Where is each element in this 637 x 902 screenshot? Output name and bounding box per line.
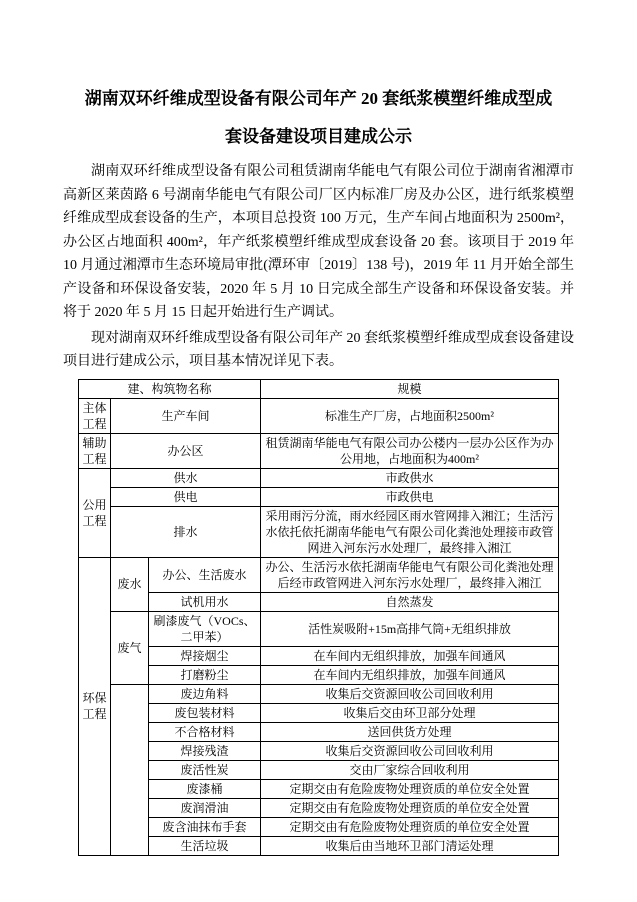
value-cell: 定期交由有危险废物处理资质的单位安全处置 [261,798,559,817]
item-cell: 焊接残渣 [149,741,261,760]
table-row [79,836,559,855]
item-cell: 排水 [111,506,261,557]
table-row [79,703,559,722]
item-cell: 试机用水 [149,592,261,611]
item-cell: 废活性炭 [149,760,261,779]
header-building-name: 建、构筑物名称 [79,379,261,398]
table-row [79,760,559,779]
table-row [79,817,559,836]
table-row [79,611,559,646]
value-cell: 交由厂家综合回收利用 [261,760,559,779]
item-cell: 生活垃圾 [149,836,261,855]
item-cell: 废边角料 [149,684,261,703]
table-row [79,722,559,741]
item-cell: 废含油抹布手套 [149,817,261,836]
value-cell: 定期交由有危险废物处理资质的单位安全处置 [261,817,559,836]
table-row [79,487,559,506]
table-row [79,798,559,817]
value-cell: 收集后交资源回收公司回收利用 [261,741,559,760]
group-cell: 废水 [111,557,149,611]
title-line-2: 套设备建设项目建成公示 [225,127,412,146]
item-cell: 办公、生活废水 [149,557,261,592]
value-cell: 采用雨污分流，雨水经园区雨水管网排入湘江；生活污水依托依托湖南华能电气有限公司化粪池处理接市政管网进入河东污水处理厂，最终排入湘江 [261,506,559,557]
category-cell: 环保工程 [79,557,111,855]
value-cell: 办公、生活污水依托湖南华能电气有限公司化粪池处理后经市政管网进入河东污水处理厂，最终排入湘江 [261,557,559,592]
value-cell: 定期交由有危险废物处理资质的单位安全处置 [261,779,559,798]
document-title [63,80,574,156]
value-cell: 收集后交由环卫部分处理 [261,703,559,722]
item-cell: 不合格材料 [149,722,261,741]
category-cell: 公用工程 [79,468,111,557]
value-cell: 自然蒸发 [261,592,559,611]
table-row [79,468,559,487]
item-cell: 办公区 [111,433,261,468]
paragraph-intro: 湖南双环纤维成型设备有限公司租赁湖南华能电气有限公司位于湖南省湘潭市高新区莱茵路 6 号湖南华能电气有限公司厂区内标准厂房及办公区，进行纸浆模塑纤维成型成套设备的生产，本项目总投资 100 万元，生产车间占地面积为 2500m²，办公区占地面积 400m²，年产纸浆模塑纤维成型成套设备 20 套。该项目于 2019 年 10 月通过湘潭市生态环境局审批(潭环审〔2019〕138 号)，2019 年 11 月开始全部生产设备和环保设备安装，2020 年 5 月 10 日完成全部生产设备和环保设备安装。并将于 2020 年 5 月 15 日起开始进行生产调试。 [63,164,574,320]
item-cell: 刷漆废气（VOCs、二甲苯） [149,611,261,646]
project-table-body [79,379,559,855]
table-row [79,398,559,433]
item-cell: 生产车间 [111,398,261,433]
category-cell: 辅助工程 [79,433,111,468]
table-row [79,665,559,684]
item-cell: 供电 [111,487,261,506]
group-cell: 废气 [111,611,149,684]
value-cell: 市政供水 [261,468,559,487]
item-cell: 焊接烟尘 [149,646,261,665]
paragraph-table-note: 现对湖南双环纤维成型设备有限公司年产 20 套纸浆模塑纤维成型成套设备建设项目进行建成公示，项目基本情况详见下表。 [63,330,574,369]
title-line-1: 湖南双环纤维成型设备有限公司年产 20 套纸浆模塑纤维成型成 [84,89,553,108]
project-table [78,379,559,856]
table-row [79,433,559,468]
header-scale: 规模 [261,379,559,398]
table-row [79,557,559,592]
table-row [79,506,559,557]
value-cell: 市政供电 [261,487,559,506]
table-row [79,741,559,760]
value-cell: 租赁湖南华能电气有限公司办公楼内一层办公区作为办公用地，占地面积为400m² [261,433,559,468]
item-cell: 打磨粉尘 [149,665,261,684]
table-row [79,646,559,665]
value-cell: 在车间内无组织排放，加强车间通风 [261,646,559,665]
item-cell: 废包装材料 [149,703,261,722]
table-row [79,379,559,398]
value-cell: 收集后由当地环卫部门清运处理 [261,836,559,855]
category-cell: 主体工程 [79,398,111,433]
value-cell: 活性炭吸附+15m高排气筒+无组织排放 [261,611,559,646]
table-row [79,592,559,611]
value-cell: 标准生产厂房，占地面积2500m² [261,398,559,433]
value-cell: 收集后交资源回收公司回收利用 [261,684,559,703]
value-cell: 送回供货方处理 [261,722,559,741]
item-cell: 供水 [111,468,261,487]
group-cell [111,684,149,855]
item-cell: 废润滑油 [149,798,261,817]
item-cell: 废漆桶 [149,779,261,798]
value-cell: 在车间内无组织排放，加强车间通风 [261,665,559,684]
table-row [79,779,559,798]
table-row [79,684,559,703]
